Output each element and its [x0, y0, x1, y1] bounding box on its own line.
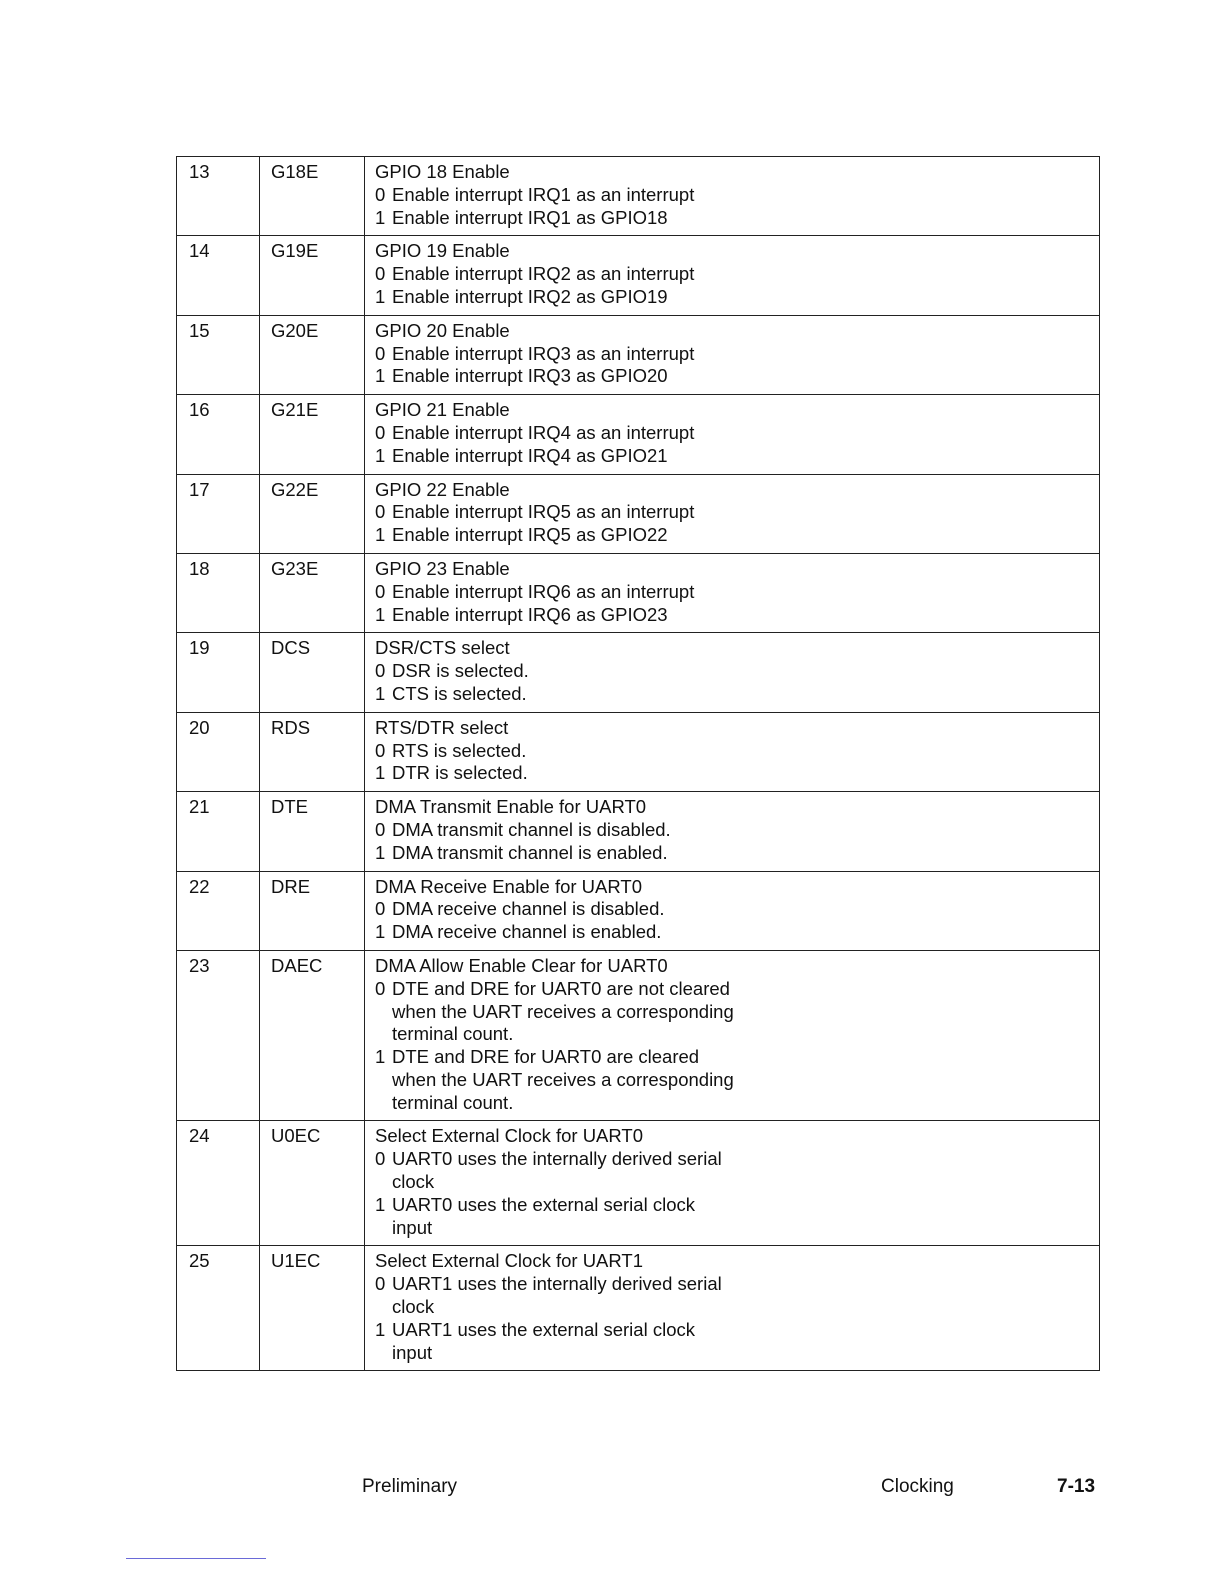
option-text: clock: [392, 1171, 435, 1193]
option-text: DTE and DRE for UART0 are cleared: [392, 1046, 700, 1068]
option-0: [375, 819, 1099, 842]
option-text: DTE and DRE for UART0 are not cleared: [392, 977, 730, 999]
field-name: G21E: [260, 395, 365, 474]
option-text: DTR is selected.: [392, 762, 528, 784]
option-0: [375, 263, 1099, 286]
table-row: [177, 712, 1100, 791]
option-value: 1: [375, 921, 386, 943]
option-1: [375, 683, 1099, 706]
table-row: [177, 1246, 1100, 1371]
option-value: 0: [375, 342, 386, 364]
option-text: CTS is selected.: [392, 682, 527, 704]
field-name: G23E: [260, 553, 365, 632]
table-row: [177, 395, 1100, 474]
option-text: input: [392, 1216, 433, 1238]
option-text: terminal count.: [392, 1091, 514, 1113]
option-1: [375, 1046, 1099, 1114]
field-description: [365, 1246, 1100, 1371]
bit-number: 22: [177, 871, 260, 950]
option-text: when the UART receives a corresponding: [392, 1068, 734, 1090]
option-value: 1: [375, 682, 386, 704]
description-title: DMA Allow Enable Clear for UART0: [375, 954, 668, 976]
bit-number: 15: [177, 315, 260, 394]
option-value: 0: [375, 818, 386, 840]
option-text: Enable interrupt IRQ1 as an interrupt: [392, 183, 695, 205]
field-description: [365, 157, 1100, 236]
option-value: 1: [375, 762, 386, 784]
option-value: 0: [375, 501, 386, 523]
table-row: [177, 474, 1100, 553]
field-name: G18E: [260, 157, 365, 236]
option-0: [375, 422, 1099, 445]
option-0: [375, 1273, 1099, 1319]
option-value: 1: [375, 285, 386, 307]
option-value: 1: [375, 524, 386, 546]
option-text: clock: [392, 1296, 435, 1318]
field-description: [365, 792, 1100, 871]
bit-number: 19: [177, 633, 260, 712]
field-description: [365, 315, 1100, 394]
option-text: input: [392, 1341, 433, 1363]
option-value: 1: [375, 841, 386, 863]
option-text: DMA transmit channel is enabled.: [392, 841, 668, 863]
field-description: [365, 553, 1100, 632]
bit-number: 24: [177, 1121, 260, 1246]
option-value: 0: [375, 263, 386, 285]
bit-number: 20: [177, 712, 260, 791]
description-title: GPIO 19 Enable: [375, 240, 510, 262]
option-1: [375, 921, 1099, 944]
option-text: DSR is selected.: [392, 660, 529, 682]
field-name: DCS: [260, 633, 365, 712]
option-text: UART0 uses the internally derived serial: [392, 1148, 722, 1170]
register-bit-table: [176, 156, 1100, 1371]
option-text: Enable interrupt IRQ4 as an interrupt: [392, 421, 695, 443]
description-title: GPIO 18 Enable: [375, 161, 510, 182]
field-description: [365, 395, 1100, 474]
option-text: DMA receive channel is enabled.: [392, 921, 662, 943]
field-name: G22E: [260, 474, 365, 553]
field-name: DRE: [260, 871, 365, 950]
table-row: [177, 157, 1100, 236]
option-value: 1: [375, 365, 386, 387]
option-text: Enable interrupt IRQ5 as GPIO22: [392, 524, 668, 546]
option-text: terminal count.: [392, 1023, 514, 1045]
option-1: [375, 762, 1099, 785]
field-name: G19E: [260, 236, 365, 315]
option-1: [375, 286, 1099, 309]
bit-number: 16: [177, 395, 260, 474]
description-title: DSR/CTS select: [375, 637, 510, 659]
option-0: [375, 660, 1099, 683]
table-row: [177, 871, 1100, 950]
field-name: DAEC: [260, 950, 365, 1121]
option-0: [375, 740, 1099, 763]
option-1: [375, 1319, 1099, 1365]
option-text: DMA transmit channel is disabled.: [392, 818, 671, 840]
option-value: 0: [375, 898, 386, 920]
field-description: [365, 1121, 1100, 1246]
description-title: GPIO 20 Enable: [375, 319, 510, 341]
option-text: Enable interrupt IRQ1 as GPIO18: [392, 206, 668, 228]
page-number: 7-13: [1057, 1476, 1096, 1497]
table-row: [177, 1121, 1100, 1246]
bit-number: 13: [177, 157, 260, 236]
table-row: [177, 950, 1100, 1121]
field-description: [365, 474, 1100, 553]
description-title: DMA Receive Enable for UART0: [375, 875, 642, 897]
description-title: GPIO 22 Enable: [375, 478, 510, 500]
option-value: 1: [375, 206, 386, 228]
option-0: [375, 343, 1099, 366]
option-0: [375, 184, 1099, 207]
option-text: Enable interrupt IRQ6 as an interrupt: [392, 580, 695, 602]
option-0: [375, 581, 1099, 604]
option-value: 1: [375, 444, 386, 466]
bit-number: 21: [177, 792, 260, 871]
footer-preliminary: Preliminary: [362, 1476, 458, 1497]
option-text: Enable interrupt IRQ5 as an interrupt: [392, 501, 695, 523]
bit-number: 18: [177, 553, 260, 632]
option-text: Enable interrupt IRQ2 as GPIO19: [392, 285, 668, 307]
option-1: [375, 842, 1099, 865]
option-text: RTS is selected.: [392, 739, 527, 761]
option-1: [375, 1194, 1099, 1240]
option-text: UART0 uses the external serial clock: [392, 1193, 695, 1215]
footer-section-title: Clocking: [881, 1476, 954, 1497]
option-text: when the UART receives a corresponding: [392, 1000, 734, 1022]
option-text: UART1 uses the internally derived serial: [392, 1273, 722, 1295]
bit-number: 23: [177, 950, 260, 1121]
field-name: U0EC: [260, 1121, 365, 1246]
bit-number: 17: [177, 474, 260, 553]
option-value: 0: [375, 739, 386, 761]
option-text: Enable interrupt IRQ3 as GPIO20: [392, 365, 668, 387]
option-text: Enable interrupt IRQ6 as GPIO23: [392, 603, 668, 625]
option-value: 0: [375, 580, 386, 602]
option-value: 0: [375, 1273, 386, 1295]
description-title: GPIO 23 Enable: [375, 557, 510, 579]
description-title: DMA Transmit Enable for UART0: [375, 796, 647, 818]
option-1: [375, 365, 1099, 388]
field-description: [365, 633, 1100, 712]
option-0: [375, 501, 1099, 524]
field-name: RDS: [260, 712, 365, 791]
register-bit-rows: [177, 157, 1100, 1371]
option-1: [375, 207, 1099, 230]
option-0: [375, 978, 1099, 1046]
description-title: Select External Clock for UART0: [375, 1125, 644, 1147]
option-text: DMA receive channel is disabled.: [392, 898, 665, 920]
option-value: 1: [375, 603, 386, 625]
option-value: 1: [375, 1318, 386, 1340]
description-title: GPIO 21 Enable: [375, 399, 510, 421]
option-text: Enable interrupt IRQ2 as an interrupt: [392, 263, 695, 285]
option-text: Enable interrupt IRQ4 as GPIO21: [392, 444, 668, 466]
bit-number: 25: [177, 1246, 260, 1371]
field-description: [365, 950, 1100, 1121]
option-value: 0: [375, 660, 386, 682]
option-text: UART1 uses the external serial clock: [392, 1318, 695, 1340]
option-value: 0: [375, 977, 386, 999]
table-row: [177, 633, 1100, 712]
field-name: DTE: [260, 792, 365, 871]
field-name: G20E: [260, 315, 365, 394]
option-0: [375, 1148, 1099, 1194]
field-description: [365, 236, 1100, 315]
option-1: [375, 604, 1099, 627]
option-value: 0: [375, 421, 386, 443]
option-text: Enable interrupt IRQ3 as an interrupt: [392, 342, 695, 364]
bit-number: 14: [177, 236, 260, 315]
field-description: [365, 712, 1100, 791]
option-1: [375, 445, 1099, 468]
table-row: [177, 792, 1100, 871]
option-value: 0: [375, 183, 386, 205]
description-title: Select External Clock for UART1: [375, 1250, 644, 1272]
table-row: [177, 553, 1100, 632]
option-1: [375, 524, 1099, 547]
footer-rule: [126, 1558, 266, 1559]
table-row: [177, 315, 1100, 394]
field-description: [365, 871, 1100, 950]
option-0: [375, 898, 1099, 921]
option-value: 1: [375, 1193, 386, 1215]
description-title: RTS/DTR select: [375, 716, 509, 738]
option-value: 1: [375, 1046, 386, 1068]
table-row: [177, 236, 1100, 315]
option-value: 0: [375, 1148, 386, 1170]
field-name: U1EC: [260, 1246, 365, 1371]
